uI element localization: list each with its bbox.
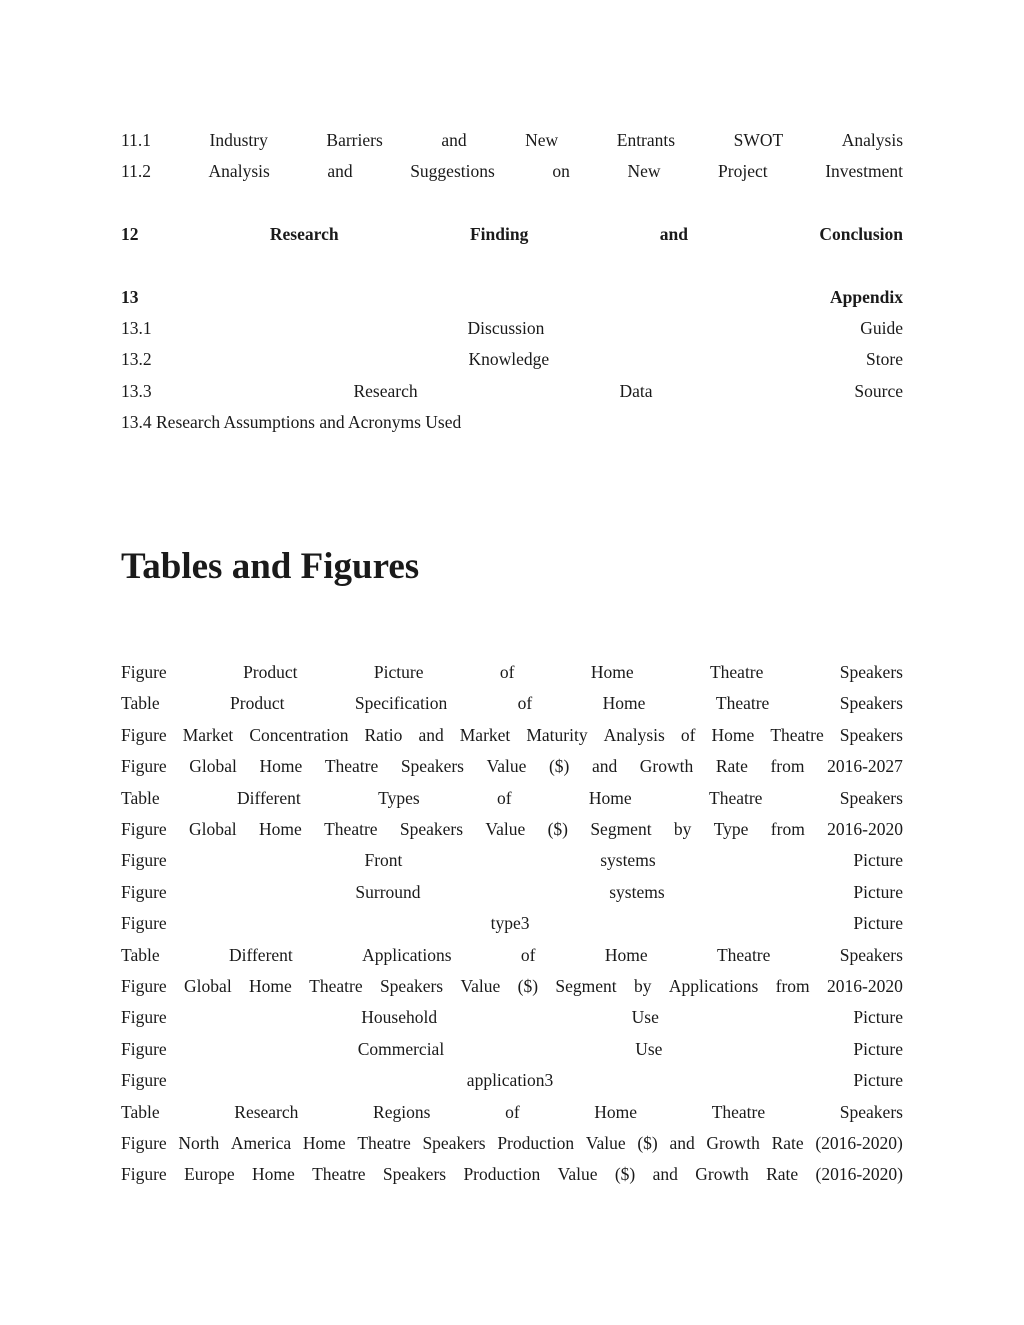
toc-word: New <box>627 161 661 181</box>
figure-list-item <box>121 783 903 814</box>
figure-list-word: Theatre <box>716 944 771 965</box>
toc-word: Suggestions <box>410 161 495 181</box>
figure-list-word: Speakers <box>839 724 903 745</box>
figure-list-word: Use <box>635 1038 663 1059</box>
figure-list-item <box>121 845 903 876</box>
toc-word: SWOT <box>733 130 784 150</box>
toc-word: Store <box>866 349 903 369</box>
toc-word: and <box>327 161 353 181</box>
figure-list-word: Speakers <box>839 1101 903 1122</box>
figure-list-word: Home <box>602 693 646 714</box>
toc-word: Discussion <box>467 318 545 338</box>
figure-list-word: Growth <box>706 1133 760 1153</box>
figure-list-word: ($) <box>548 756 570 777</box>
toc-word: Analysis <box>841 130 903 150</box>
figure-list-item <box>121 688 903 719</box>
toc-word: Data <box>619 381 653 401</box>
figure-list-word: Market <box>182 724 234 745</box>
figure-list-word: Rate <box>766 1164 799 1185</box>
figure-list-word: Europe <box>184 1164 235 1185</box>
figure-list-word: Figure <box>121 1070 167 1091</box>
toc-word: Conclusion <box>819 224 903 244</box>
toc-word: 13 <box>121 287 139 307</box>
figure-list-word: by <box>634 976 652 996</box>
figure-list-word: Market <box>459 724 511 745</box>
toc-line <box>121 219 903 250</box>
figure-list-word: Home <box>711 724 755 745</box>
figure-list-word: Speakers <box>422 1133 486 1153</box>
figure-list-word: Concentration <box>249 724 349 745</box>
figure-list-word: and <box>418 724 444 745</box>
figure-list-word: Home <box>594 1101 638 1122</box>
figure-list-word: ($) <box>517 976 539 996</box>
toc-word: 13.2 <box>121 349 152 369</box>
figure-list-item <box>121 814 903 845</box>
figure-list-word: Value <box>585 1133 626 1153</box>
figure-list-word: from <box>770 819 805 839</box>
figure-list-word: Value <box>460 976 501 996</box>
figure-list-word: Product <box>230 693 285 714</box>
figure-list-word: Picture <box>853 1038 903 1059</box>
toc-word: 12 <box>121 224 139 244</box>
figure-list-word: Value <box>485 819 526 839</box>
figure-list-word: of <box>517 693 533 714</box>
figure-list-word: Picture <box>853 881 903 902</box>
figure-list-word: Table <box>121 944 160 965</box>
figure-list-item <box>121 908 903 939</box>
figure-list-word: Speakers <box>839 662 903 682</box>
figure-list-word: Applications <box>668 976 759 996</box>
figure-list-word: 2016-2020 <box>827 976 903 996</box>
figure-list-word: Commercial <box>357 1038 445 1059</box>
figure-list-word: Specification <box>354 693 448 714</box>
figure-list-word: from <box>770 756 805 777</box>
figure-list-word: and <box>591 756 618 777</box>
figure-list-word: Figure <box>121 662 167 682</box>
toc-word: Guide <box>860 318 903 338</box>
toc-word: and <box>659 224 688 244</box>
toc-word: Industry <box>209 130 268 150</box>
toc-line: 13.4 Research Assumptions and Acronyms Used <box>121 412 462 432</box>
figure-list-word: Home <box>259 819 302 839</box>
figure-list-word: Figure <box>121 976 167 996</box>
figure-list-word: ($) <box>637 1133 658 1153</box>
figure-list-word: Use <box>631 1007 659 1028</box>
figure-list-word: Applications <box>362 944 452 965</box>
figure-list-word: Analysis <box>603 724 665 745</box>
toc-word: 11.2 <box>121 161 151 181</box>
figure-list-word: of <box>496 787 512 808</box>
figure-list-word: Home <box>588 787 632 808</box>
toc-line <box>121 376 903 407</box>
figure-list-item <box>121 1159 903 1190</box>
figure-list-word: Theatre <box>324 819 378 839</box>
figure-list-word: Home <box>249 976 292 996</box>
figure-list-item <box>121 720 903 751</box>
figure-list-word: Research <box>234 1101 299 1122</box>
figure-list-word: Home <box>590 662 634 682</box>
toc-word: New <box>525 130 559 150</box>
figure-list-word: Value <box>557 1164 598 1185</box>
toc-word: and <box>441 130 467 150</box>
figure-list-word: Production <box>497 1133 575 1153</box>
figure-list-word: Theatre <box>309 976 363 996</box>
toc-word: Investment <box>825 161 903 181</box>
figure-list-word: Theatre <box>770 724 824 745</box>
toc-word: 13.1 <box>121 318 152 338</box>
figure-list-word: Global <box>184 976 232 996</box>
toc-word: 13.3 <box>121 381 152 401</box>
figure-list-word: Theatre <box>312 1164 366 1185</box>
figure-list-item <box>121 940 903 971</box>
figure-list-word: from <box>775 976 810 996</box>
figure-list-word: Figure <box>121 819 167 839</box>
figure-list-word: ($) <box>614 1164 636 1185</box>
figure-list-word: systems <box>609 881 665 902</box>
figure-list-word: Speakers <box>400 756 464 777</box>
figure-list-item <box>121 1002 903 1033</box>
toc-line <box>121 125 903 156</box>
figure-list-word: of <box>505 1101 520 1122</box>
figure-list-word: Value <box>486 756 527 777</box>
toc-word: Research <box>353 381 418 401</box>
figure-list-item <box>121 971 903 1002</box>
figure-list-word: Figure <box>121 756 167 777</box>
figure-list-word: and <box>669 1133 695 1153</box>
figure-list-word: Surround <box>355 881 421 902</box>
toc-word: Appendix <box>830 287 903 307</box>
figure-list-word: Speakers <box>839 787 903 808</box>
figure-list-word: Regions <box>373 1101 431 1122</box>
figure-list-word: Product <box>243 662 298 682</box>
figure-list-word: 2016-2027 <box>827 756 903 777</box>
figure-list-word: Growth <box>639 756 694 777</box>
toc-word: Entrants <box>616 130 676 150</box>
figure-list-word: Picture <box>853 850 903 871</box>
figure-list-word: (2016-2020) <box>815 1164 903 1185</box>
toc-line <box>121 282 903 313</box>
figure-list-word: and <box>652 1164 678 1185</box>
figure-list-word: Theatre <box>709 662 764 682</box>
figure-list-word: Household <box>361 1007 438 1028</box>
figure-list-word: of <box>520 944 536 965</box>
figure-list-word: Theatre <box>357 1133 411 1153</box>
figure-list-word: Home <box>259 756 303 777</box>
figure-list-word: Theatre <box>715 693 770 714</box>
toc-word: 11.1 <box>121 130 151 150</box>
figure-list-word: Figure <box>121 913 167 934</box>
figure-list-word: Growth <box>695 1164 749 1185</box>
toc-word: Finding <box>469 224 529 244</box>
figure-list-word: Production <box>463 1164 541 1185</box>
figure-list-word: Segment <box>555 976 617 996</box>
figure-list-word: Figure <box>121 1007 167 1028</box>
figure-list-item <box>121 751 903 782</box>
figure-list-word: Figure <box>121 1133 167 1153</box>
figure-list-word: (2016-2020) <box>815 1133 903 1153</box>
figure-list-word: Figure <box>121 724 167 745</box>
figure-list-word: Picture <box>373 662 424 682</box>
figure-list-item <box>121 877 903 908</box>
figure-list-word: Picture <box>853 1007 903 1028</box>
figure-list-word: Picture <box>853 913 903 934</box>
figure-list-word: ($) <box>547 819 568 839</box>
toc-word: Barriers <box>326 130 383 150</box>
figure-list-word: 2016-2020 <box>827 819 903 839</box>
figure-list-word: Home <box>302 1133 346 1153</box>
figure-list-word: Speakers <box>839 693 903 714</box>
figure-list-word: Global <box>189 756 237 777</box>
figure-list-word: application3 <box>466 1070 554 1091</box>
figure-list-word: Theatre <box>709 787 763 808</box>
figure-list-word: Table <box>121 787 160 808</box>
figure-list-item <box>121 1065 903 1096</box>
toc-word: Research <box>269 224 339 244</box>
figure-list-item <box>121 1128 903 1159</box>
section-heading: Tables and Figures <box>121 546 420 587</box>
toc-word: on <box>552 161 570 181</box>
figure-list-word: by <box>673 819 692 839</box>
toc-word: Project <box>718 161 768 181</box>
toc-word: Source <box>854 381 903 401</box>
figure-list-word: Figure <box>121 881 167 902</box>
figure-list-item <box>121 657 903 688</box>
figure-list-word: Speakers <box>399 819 464 839</box>
figure-list-item <box>121 1097 903 1128</box>
figure-list-word: Rate <box>771 1133 804 1153</box>
toc-line <box>121 156 903 187</box>
figure-list-word: Speakers <box>382 1164 447 1185</box>
figure-list-word: Global <box>189 819 237 839</box>
figure-list-word: Speakers <box>839 944 903 965</box>
figure-list-word: Home <box>251 1164 295 1185</box>
toc-line <box>121 344 903 375</box>
toc-line <box>121 313 903 344</box>
figure-list-word: Picture <box>853 1070 903 1091</box>
figure-list-word: Home <box>604 944 648 965</box>
figure-list-word: Speakers <box>379 976 444 996</box>
figure-list-word: Front <box>364 850 403 871</box>
figure-list-word: Theatre <box>711 1101 766 1122</box>
figure-list-word: Rate <box>715 756 748 777</box>
figure-list-word: Types <box>378 787 420 808</box>
figure-list-item <box>121 1034 903 1065</box>
figure-list-word: North <box>178 1133 220 1153</box>
figure-list-word: Table <box>121 693 160 714</box>
figure-list-word: systems <box>600 850 656 871</box>
figure-list-word: Different <box>236 787 301 808</box>
figure-list-word: of <box>680 724 696 745</box>
figure-list-word: Segment <box>590 819 652 839</box>
figure-list-word: Figure <box>121 850 167 871</box>
figure-list-word: Type <box>713 819 749 839</box>
figure-list-word: Figure <box>121 1164 167 1185</box>
toc-word: Knowledge <box>468 349 550 369</box>
figure-list-word: type3 <box>490 913 530 934</box>
figure-list-word: America <box>230 1133 292 1153</box>
figure-list-word: Figure <box>121 1038 167 1059</box>
figure-list-word: Table <box>121 1101 160 1122</box>
toc-word: Analysis <box>208 161 270 181</box>
figure-list-word: Maturity <box>526 724 588 745</box>
figure-list-word: of <box>499 662 515 682</box>
figure-list-word: Ratio <box>364 724 403 745</box>
figure-list-word: Theatre <box>324 756 379 777</box>
figure-list-word: Different <box>228 944 293 965</box>
